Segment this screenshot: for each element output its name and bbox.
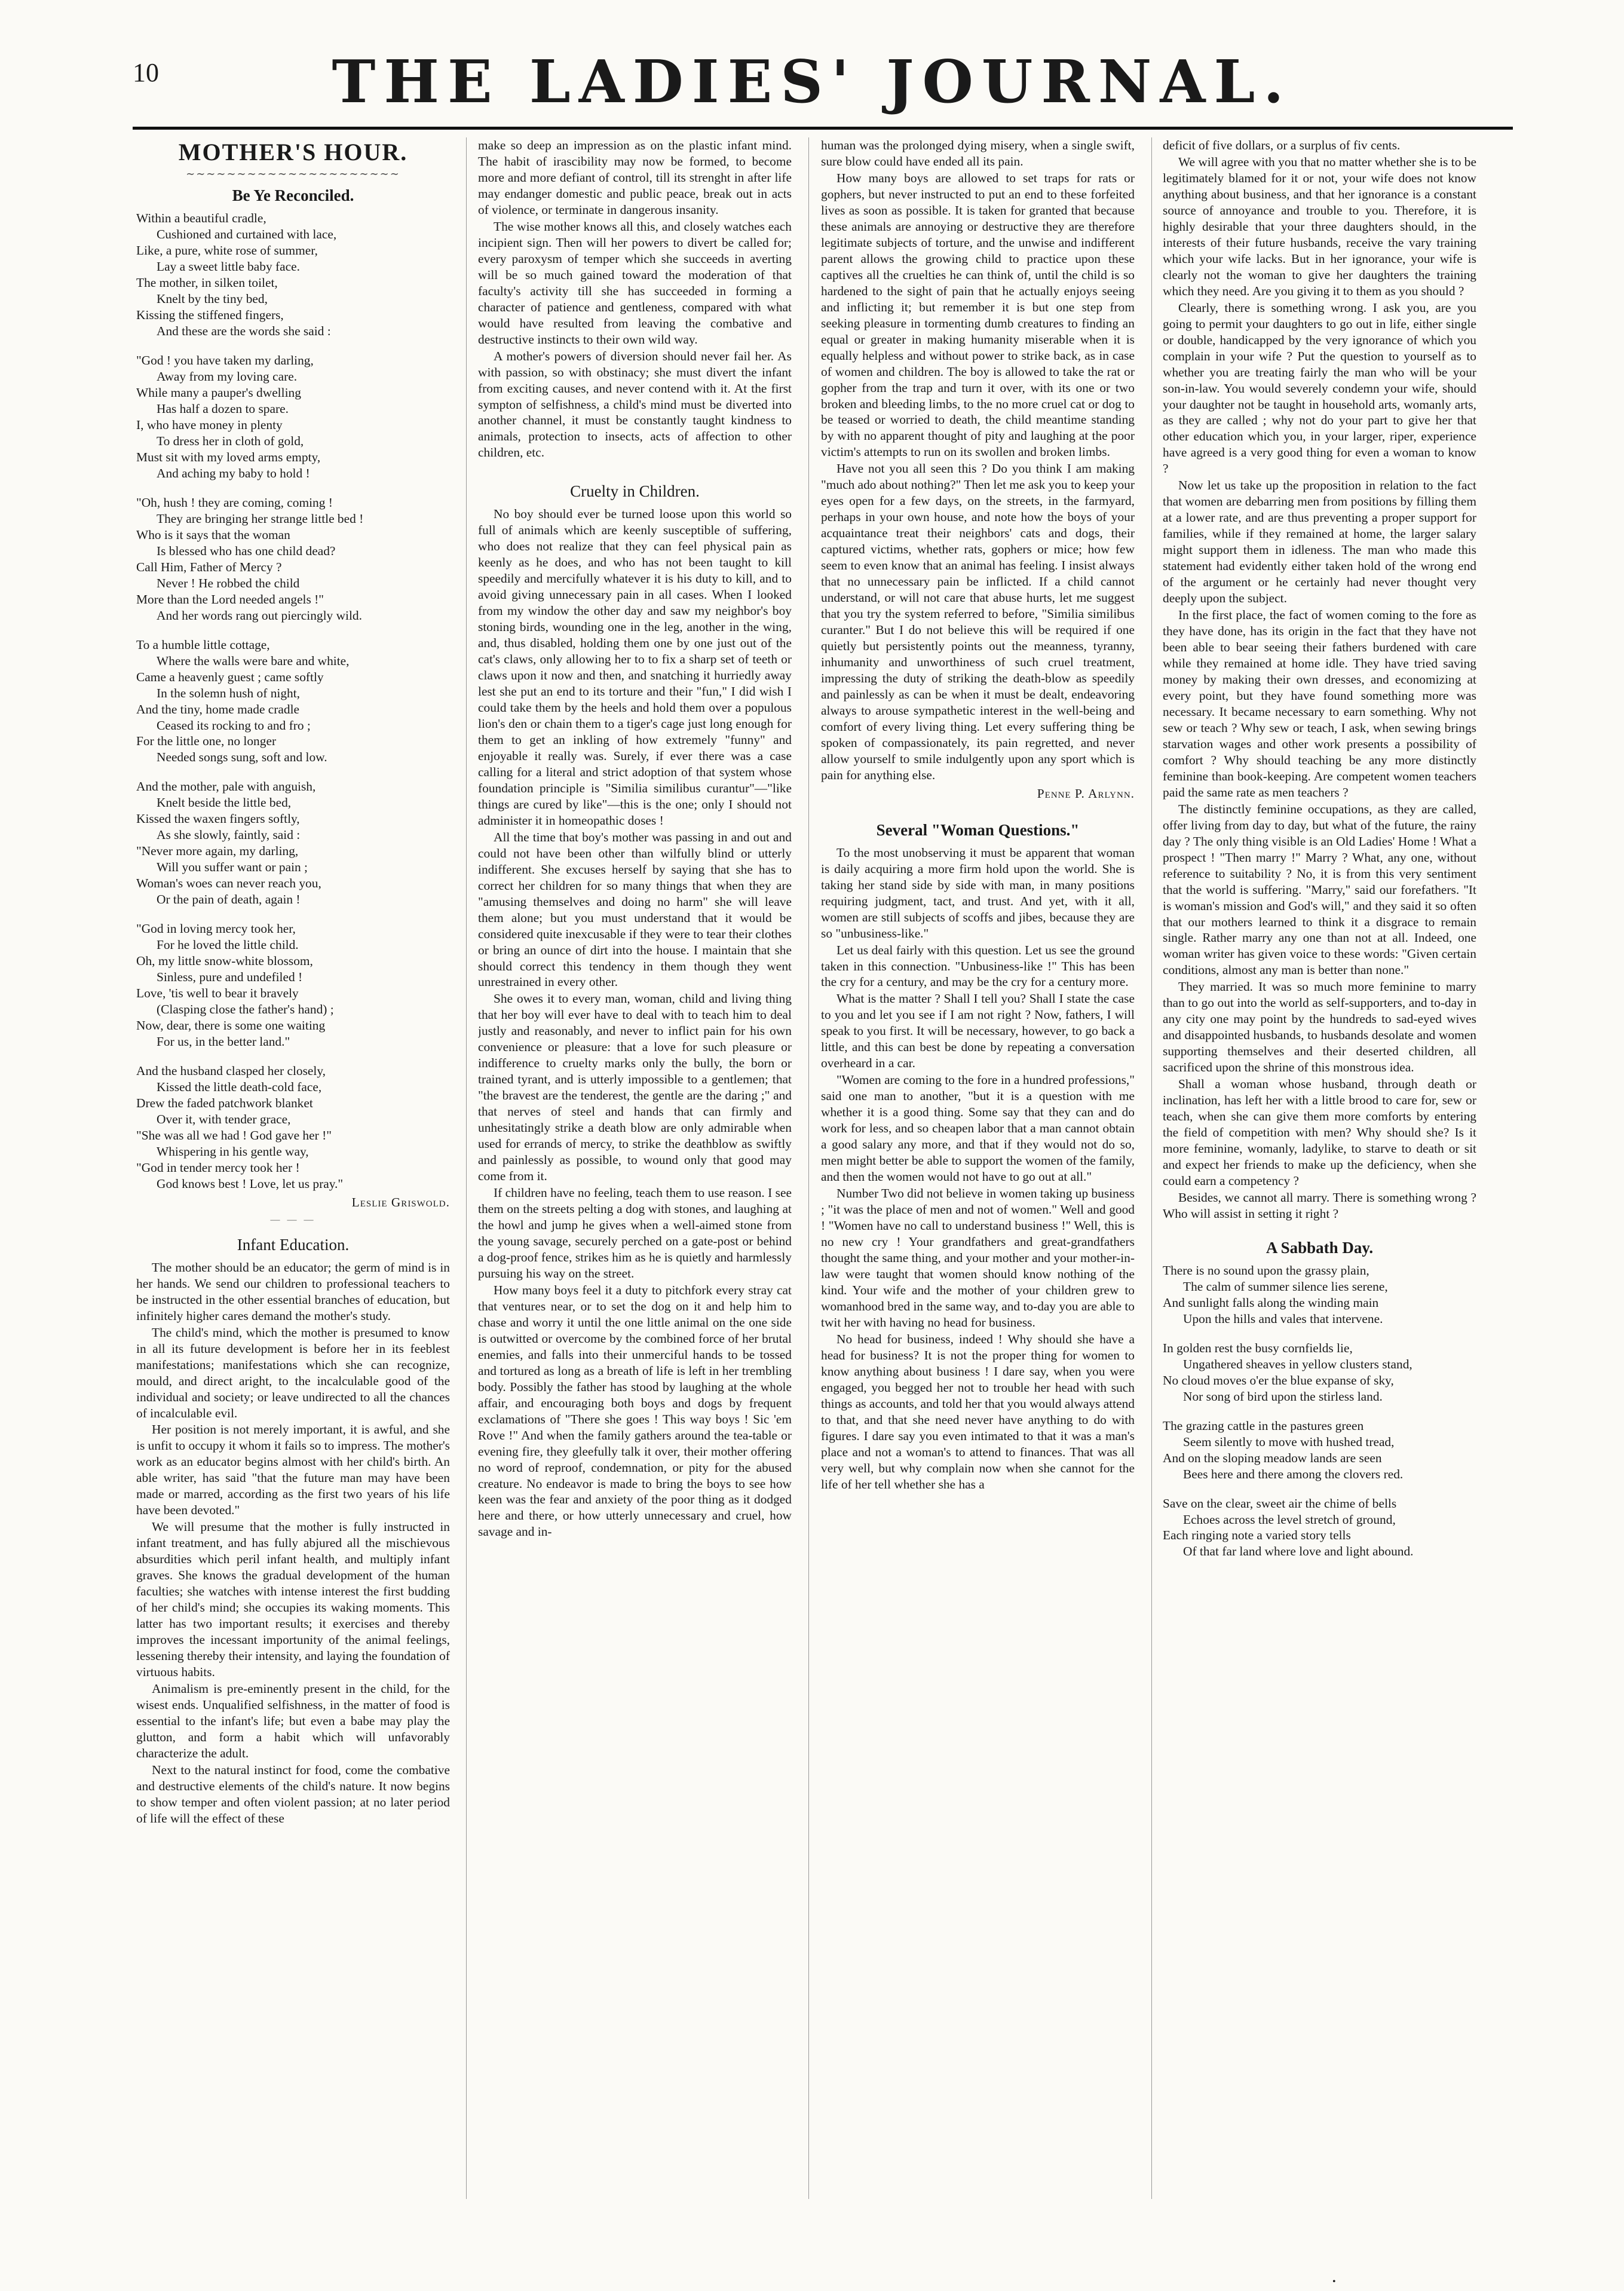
poem-author: Leslie Griswold. [351,1194,450,1209]
stanza-break [136,624,450,637]
paragraph: Now let us take up the proposition in relation to the fact that women are debarring men from positions by filling them at a lower rate, and are thus preventing a proper support for families, while if they remained at home, the larger salary might support them in idleness. The man who made this statement had evidently either taken hold of the wrong end of the argument or he certainly had never thought very deeply upon the subject. [1163,478,1476,606]
section-separator: — — — [270,1214,316,1225]
poem-line: Woman's woes can never reach you, [136,876,321,891]
paragraph: A mother's powers of diversion should never fail her. As with passion, so with obstinacy; she must divert the infant from exciting causes, and never contend with it. At the first sympton of selfishness, a child's mind must be diverted into another channel, it must be constantly taught kindness to animals, protection to insects, acts of affection to other children, etc. [478,348,792,460]
poem-line: And the husband clasped her closely, [136,1063,326,1078]
poem-line: While many a pauper's dwelling [136,385,301,400]
poem-line: And sunlight falls along the winding main [1163,1295,1379,1310]
column-3 [821,137,1135,2253]
poem-line: Like, a pure, white rose of summer, [136,243,318,258]
stanza-break [1163,1483,1476,1496]
poem-line: Drew the faded patchwork blanket [136,1095,313,1110]
paragraph: Her position is not merely important, it is awful, and she is unfit to occupy it whom it fails so to impress. The mother's work as an educator begins almost with her child's birth. An able writer, has said "that the future man may have been made or marred, according as the first two years of his life have been devoted." [136,1422,450,1518]
poem-line: Kissed the little death-cold face, [157,1079,322,1094]
paragraph: human was the prolonged dying misery, when a single swift, sure blow could have ended all its pain. [821,138,1135,169]
poem-line: Each ringing note a varied story tells [1163,1528,1351,1543]
continued-text [1163,137,1476,1222]
paragraph: "Women are coming to the fore in a hundred professions," said one man to another, "but it is a question with me whether it is a good thing. Some say that they can and do work for less, and so cheapen labor that a man cannot obtain a good salary any more, and that if they would not do so, men might better be able to support the women of the family, and then the women would not have to go out at all." [821,1073,1135,1184]
stanza-break [1163,1405,1476,1418]
poem-line: Where the walls were bare and white, [157,653,350,668]
poem-line: Kissing the stiffened fingers, [136,308,284,323]
poem-line: Ceased its rocking to and fro ; [157,718,311,733]
article-body [136,1260,450,1827]
poem-line: And the tiny, home made cradle [136,702,300,716]
footer-mark: • [1332,2277,1336,2287]
stanza-break [136,1050,450,1063]
poem-line: And aching my baby to hold ! [157,465,310,480]
paragraph: They married. It was so much more feminine to marry than to go out into the world as self-supporters, and to-day in any city one may point by the hundreds to sad-eyed wives and disappointed husbands, to husbands desolate and women supporting themselves and their deserted children, all sacrificed upon the shrine of this monstrous idea. [1163,979,1476,1075]
article-author: Penne P. Arlynn. [1037,786,1135,801]
paragraph: Next to the natural instinct for food, come the combative and destructive elements of the child's nature. It now begins to show temper and often violent passion; at no later period of life will the effect of these [136,1762,450,1826]
poem-line: Came a heavenly guest ; came softly [136,669,324,684]
column-4 [1163,137,1476,2253]
poem-line: "God in loving mercy took her, [136,921,296,936]
continued-text [821,137,1135,783]
poem-line: Call Him, Father of Mercy ? [136,559,282,574]
paragraph: Clearly, there is something wrong. I ask you, are you going to permit your daughters to go out in life, either single or double, handicapped by the very ignorance of which you complain in your wife ? Put the question to yourself as to whether you are treating fairly the man who will be your son-in-law. You would severely condemn your wife, should your daughter not be taught in household arts, womanly arts, as they are called ; why not do your part to give her that other education which you, in your larger, riper, experience have agreed is a very good thing for even a woman to know ? [1163,300,1476,476]
stanza-break [1163,1327,1476,1340]
poem-line: Whispering in his gentle way, [157,1144,309,1159]
paragraph: Let us deal fairly with this question. Let us see the ground taken in this connection. "Unbusiness-like !" This has been the cry for a century, and may be the cry for a century more. [821,942,1135,990]
column-1 [136,137,450,2253]
poem-line: To dress her in cloth of gold, [157,434,304,448]
poem-line: Will you suffer want or pain ; [157,860,308,875]
paragraph: In the first place, the fact of women coming to the fore as they have done, has its origin in the fact that they have not been able to bear seeing their fathers burdened with care while they remained at home idle. They have tried saving money by making their own dresses, and economizing at every point, but they have found something more was necessary. It became necessary to earn something. Why not sew or teach ? Why sew or teach, I ask, when sewing brings starvation wages and other work presents a possibility of comfort ? Why should teaching be any more distinctly feminine than book-keeping. Are competent women teachers paid the same rate as men teachers ? [1163,608,1476,800]
poem-line: They are bringing her strange little bed ! [157,511,364,526]
ornamental-rule: ∼∼∼∼∼∼∼∼∼∼∼∼∼∼∼∼∼∼∼∼∼ [186,168,400,180]
poem-line: Echoes across the level stretch of ground, [1183,1512,1396,1527]
article-title: Several "Woman Questions." [876,820,1080,839]
column-divider-1 [466,137,467,2199]
poem-line: Kissed the waxen fingers softly, [136,811,300,826]
paragraph: How many boys are allowed to set traps for rats or gophers, but never instructed to put an end to these forfeited lives as soon as possible. It is taken for granted that because these animals are annoying or destructive they are therefore legitimate subjects of torture, and the unwise and indifferent parent allows the growing child to practice upon these captives all the cruelties he can think of, until the child is so hardened to the sight of pain that he actually enjoys seeing and inflicting it; but remember it is but one step from seeking pleasure in tormenting dumb creatures to finding an equal or greater in making humanity miserable when it is equally helpless and without power to strike back, as in case of women and children. The boy is allowed to take the rat or gopher from the trap and turn it over, with its one or two broken and bleeding limbs, to the no more cruel cat or dog to be teased or worried to death, the child meantime standing by with no apparent thought of pity and laughing at the poor victim's attempts to run on its swollen and broken limbs. [821,170,1135,460]
poem-line: In golden rest the busy cornfields lie, [1163,1340,1353,1355]
poem-line: I, who have money in plenty [136,418,283,433]
poem-line: Ungathered sheaves in yellow clusters stand, [1183,1356,1412,1371]
paragraph: How many boys feel it a duty to pitchfork every stray cat that ventures near, or to set the dog on it and help him to chase and worry it until the one little animal on the one side is outwitted or overcome by the combined force of her brutal enemies, and falls into their unmerciful hands to be tossed and tortured as long as a breath of life is left in her trembling body. Possibly the father has stood by laughing at the whole affair, and encouraging both boys and dogs by frequent exclamations of "There she goes ! This way boys ! Sic 'em Rove !" And when the family gathers around the tea-table or evening fire, they gleefully talk it over, their mother offering no word of reproof, condemnation, or pity for the abused creature. No endeavor is made to bring the boys to see how keen was the fear and anxiety of the poor thing as it dodged here and there, or how utterly unnecessary and cruel, how savage and in- [478,1282,792,1539]
continued-text [478,137,792,461]
stanza-break [136,339,450,353]
paragraph: The mother should be an educator; the germ of mind is in her hands. We send our children to professional teachers to be instructed in the other essential branches of education, but infinitely higher cares demand the mother's study. [136,1260,450,1323]
article-body [478,506,792,1540]
stanza-break [136,765,450,779]
poem-line: The grazing cattle in the pastures green [1163,1418,1364,1433]
poem-line: Love, 'tis well to bear it bravely [136,986,299,1001]
paragraph: Besides, we cannot all marry. There is something wrong ? Who will assist in setting it right ? [1163,1190,1476,1221]
poem-line: Is blessed who has one child dead? [157,543,336,558]
paragraph: All the time that boy's mother was passing in and out and could not have been other than wilfully blind or utterly indifferent. She excuses herself by saying that she has to correct her children for so many things that when they are "amusing themselves and doing no harm" she will leave them alone; but you must understand that it would be considered quite inexcusable if they were to tear their clothes or bring an ounce of dirt into the house. I maintain that she should correct this tendency in them though they went unrestrained in every other. [478,829,792,990]
poem-line: And these are the words she said : [157,324,331,339]
poem-line: Cushioned and curtained with lace, [157,227,337,242]
paragraph: She owes it to every man, woman, child and living thing that her boy will ever have to deal with to teach him to deal justly and reasonably, and never to inflict pain for his own convenience or pleasure: that a love for such pleasure or indifference to cruelty marks only the bully, the born or trained tyrant, and is utterly impossible to a gentlemen; that "the bravest are the tenderest, the gentle are the daring ;" and that nerves of steel and hands that can firmly and unhesitatingly strike a death blow are only admirable when used for errands of mercy, to strike the deathblow as swiftly and painlessly as possible, to wound only that good may come from it. [478,991,792,1184]
poem-line: "Never more again, my darling, [136,844,299,859]
poem-line: Nor song of bird upon the stirless land. [1183,1389,1383,1404]
article-body [821,845,1135,1493]
poem-line: To a humble little cottage, [136,637,270,652]
poem-line: Has half a dozen to spare. [157,402,289,416]
paragraph: Animalism is pre-eminently present in the child, for the wisest ends. Unqualified selfishness, in the matter of food is essential to the infant's life; but even a babe may play the glutton, and form a habit which will unfavorably characterize the adult. [136,1681,450,1760]
paragraph: Number Two did not believe in women taking up business ; "it was the place of men and not of women." Well and good ! "Women have no call to understand business !" Well, this is no new cry ! Your grandfathers and great-grandfathers thought the same thing, and your mother and your mother-in-law were taught that women should know nothing of the kind. Your wife and the mother of your children grew to womanhood bred in the same way, and to-day you are able to twit her with having no head for business. [821,1186,1135,1330]
poem-line: (Clasping close the father's hand) ; [157,1002,334,1016]
masthead-rule [133,127,1513,130]
paragraph: The child's mind, which the mother is presumed to know in all its future development is before her in its feeblest manifestations; manifestations which she can recognize, mould, and direct aright, to the incalculable good of the individual and society; or leave undirected to all the chances of incalculable evil. [136,1325,450,1420]
poem-line: "She was all we had ! God gave her !" [136,1128,332,1143]
poem-line: "Oh, hush ! they are coming, coming ! [136,495,333,510]
paragraph: Have not you all seen this ? Do you think I am making "much ado about nothing?" Then let me ask you to keep your eyes open for a few days, on the streets, in the farmyard, perhaps in your own house, and note how the boys of your acquaintance treat their neighbors' cats and dogs, their captured victims, whether rats, gophers or mice; how few seem to even know that an animal has feeling. I insist always that no unnecessary pain be inflicted. If a child cannot understand, or will not care that abuse hurts, let me suggest that you try the system referred to before, "Similia similibus curanter." But I do not believe this will be required if one quietly but persistently points out the meanness, tyranny, inhumanity and unworthiness of such cruel treatment, impressing the duty of striking the death-blow as speedily and painlessly as can be when it must be dealt, endeavoring always to arouse sympathetic interest in the well-being and comfort of every living thing. Let every suffering thing be spoken of compassionately, its pain regretted, and never allow yourself to smile indulgently upon any sport which is pain for anything else. [821,461,1135,782]
article-title: Cruelty in Children. [570,482,700,501]
poem-line: Knelt beside the little bed, [157,795,292,810]
poem-line: And on the sloping meadow lands are seen [1163,1450,1382,1465]
poem-line: Of that far land where love and light abound. [1183,1544,1414,1559]
paragraph: make so deep an impression as on the plastic infant mind. The habit of irascibility may now be formed, to become more and more defiant of control, till its strenght in after life may endanger domestic and public peace, break out in acts of violence, or terminate in dangerous insanity. [478,138,792,217]
poem-line: For the little one, no longer [136,734,277,749]
poem-line: Never ! He robbed the child [157,575,300,590]
poem-line: God knows best ! Love, let us pray." [157,1176,344,1191]
poem-title: Be Ye Reconciled. [232,186,354,205]
poem-body [136,210,450,1192]
poem-body [1163,1263,1476,1560]
poem-line: And the mother, pale with anguish, [136,779,316,794]
poem-line: Who is it says that the woman [136,527,290,542]
poem-line: No cloud moves o'er the blue expanse of sky, [1163,1373,1394,1388]
poem-line: More than the Lord needed angels !" [136,592,324,607]
poem-line: And her words rang out piercingly wild. [157,608,362,623]
paragraph: To the most unobserving it must be apparent that woman is daily acquiring a more firm hold upon the world. She is taking her stand side by side with man, in many positions requiring judgment, tact, and trust. And yet, with it all, women are still subjects of scoffs and jibes, because they are so "unbusiness-like." [821,845,1135,941]
poem-line: Must sit with my loved arms empty, [136,449,321,464]
poem-line: Save on the clear, sweet air the chime of bells [1163,1496,1397,1511]
paragraph: The wise mother knows all this, and closely watches each incipient sign. Then will her powers to divert be called for; every paroxysm of temper which she succeeds in averting will be so much gained toward the moderation of that faculty's activity till she has succeeded in forming a character of patience and gentleness, compared with what would have resulted from leaving the combative and destructive instincts to their own wild way. [478,219,792,347]
poem-line: "God ! you have taken my darling, [136,353,314,368]
poem-line: "God in tender mercy took her ! [136,1160,300,1175]
paragraph: The distinctly feminine occupations, as they are called, offer living from day to day, but what of the future, the rainy day ? The only thing visible is an Old Ladies' Home ! What a prospect ! "Then marry !" Marry ? What, any one, without reference to suitability ? No, it is from this very sentiment that the world is suffering. "Marry," said our forefathers. "It is woman's mission and God's will," and they said it so often that our mothers learned to think it a disgrace to remain single. Rather marry any one than not at all. Indeed, one woman writer has given voice to these words: "Given certain conditions, almost any man is better than none." [1163,801,1476,978]
poem-line: Now, dear, there is some one waiting [136,1018,326,1033]
poem-line: Knelt by the tiny bed, [157,292,268,307]
poem-line: The calm of summer silence lies serene, [1183,1279,1388,1294]
page-number: 10 [133,58,159,87]
paragraph: No boy should ever be turned loose upon this world so full of animals which are keenly susceptible of suffering, who does not realize that they can feel physical pain as keenly as he does, and who has not been taught to kill speedily and mercifully whatever it is his duty to kill, and to avoid giving unnecessary pain in all cases. When I looked from my window the other day and saw my neighbor's boy stoning birds, wounding one in the leg, another in the wing, and, thus disabled, holding them one by one just out of the cat's claws, only allowing her to to fix a sharp set of teeth or claws upon it now and then, and snatching it hurriedly away lest she put an end to its torture and their "fun," I did wish I could take them by the heels and hold them over a populous lion's den or chain them to a tiger's cage just long enough for them to get an inkling of how extremely "funny" and enjoyable it really was. Surely, if ever there was a case calling for a literal and strict adoption of that system whose foundation principle is "Similia similibus curantur"—"like things are cured by like"—this is the one; only I should not administer it in homeopathic doses ! [478,507,792,828]
stanza-break [136,908,450,921]
poem-line: Sinless, pure and undefiled ! [157,970,303,985]
poem-line: There is no sound upon the grassy plain, [1163,1263,1369,1278]
column-divider-2 [808,137,809,2199]
paragraph: No head for business, indeed ! Why should she have a head for business? It is not the proper thing for women to know anything about business ! I dare say, when you were engaged, you begged her not to trouble her head with such things as accounts, and told her that you would always attend to that, and that she need never have anything to do with figures. I dare say you even intimated to that it was a man's place and not a woman's to attend to finances. That was all very well, but why complain now when she cannot for the life of her tell whether she has a [821,1331,1135,1491]
poem-line: Upon the hills and vales that intervene. [1183,1311,1383,1326]
poem-line: Oh, my little snow-white blossom, [136,954,313,969]
poem-line: Away from my loving care. [157,369,298,384]
poem-line: For he loved the little child. [157,938,299,952]
masthead-title: THE LADIES' JOURNAL. [332,48,1292,117]
paragraph: If children have no feeling, teach them to use reason. I see them on the streets pelting a dog with stones, and laughing at the howl and jump he gives when a well-aimed stone from the young savage, securely perched on a gate-post or behind a dog-proof fence, strikes him as he is quietly and harmlessly pursuing his way on the street. [478,1186,792,1281]
poem-line: Bees here and there among the clovers red. [1183,1466,1404,1481]
paragraph: We will presume that the mother is fully instructed in infant treatment, and has fully abjured all the mischievous absurdities which peril infant health, and multiply infant graves. She knows the gradual development of the human faculties; she watches with intense interest the first budding of her child's mind; she occupies its waking moments. This latter has two important results; it exercises and thereby improves the incessant importunity of the animal feelings, lessening thereby their intensity, and laying the foundation of virtuous habits. [136,1520,450,1680]
poem-line: Seem silently to move with hushed tread, [1183,1434,1395,1449]
section-title: MOTHER'S HOUR. [178,139,408,166]
column-divider-3 [1151,137,1152,2199]
poem-line: For us, in the better land." [157,1034,290,1049]
poem-line: In the solemn hush of night, [157,685,301,700]
stanza-break [136,482,450,495]
poem-line: As she slowly, faintly, said : [157,828,301,843]
poem-line: Lay a sweet little baby face. [157,259,300,274]
paragraph: What is the matter ? Shall I tell you? Shall I state the case to you and let you see if I am not right ? Now, fathers, I will speak to you first. It will be necessary, however, to go back a little, and this can best be done by repeating a conversation overheard in a car. [821,991,1135,1071]
poem-title: A Sabbath Day. [1266,1238,1374,1257]
poem-line: The mother, in silken toilet, [136,275,278,290]
paragraph: We will agree with you that no matter whether she is to be legitimately blamed for it or not, your wife does not know anything about business, and that her ignorance is a constant source of annoyance and trouble to you. Therefore, it is highly desirable that your three daughters should, in the interests of their future husbands, receive the vary training which your wife lacks. But in her ignorance, your wife is clearly not the woman to give her daughters the training which they need. Are you giving it to them as you should ? [1163,154,1476,298]
column-2 [478,137,792,2253]
poem-line: Needed songs sung, soft and low. [157,750,327,765]
paragraph: deficit of five dollars, or a surplus of fiv cents. [1163,138,1401,152]
paragraph: Shall a woman whose husband, through death or inclination, has left her with a little brood to care for, sew or teach, when she can give them more comforts by entering the field of competition with men? Why should she? Is it more feminine, womanly, ladylike, to starve to death or sit and expect her friends to make up the deficiency, when she could earn a competency ? [1163,1077,1476,1188]
poem-line: Or the pain of death, again ! [157,892,301,907]
article-title: Infant Education. [237,1235,350,1254]
poem-line: Over it, with tender grace, [157,1111,291,1126]
poem-line: Within a beautiful cradle, [136,211,266,226]
